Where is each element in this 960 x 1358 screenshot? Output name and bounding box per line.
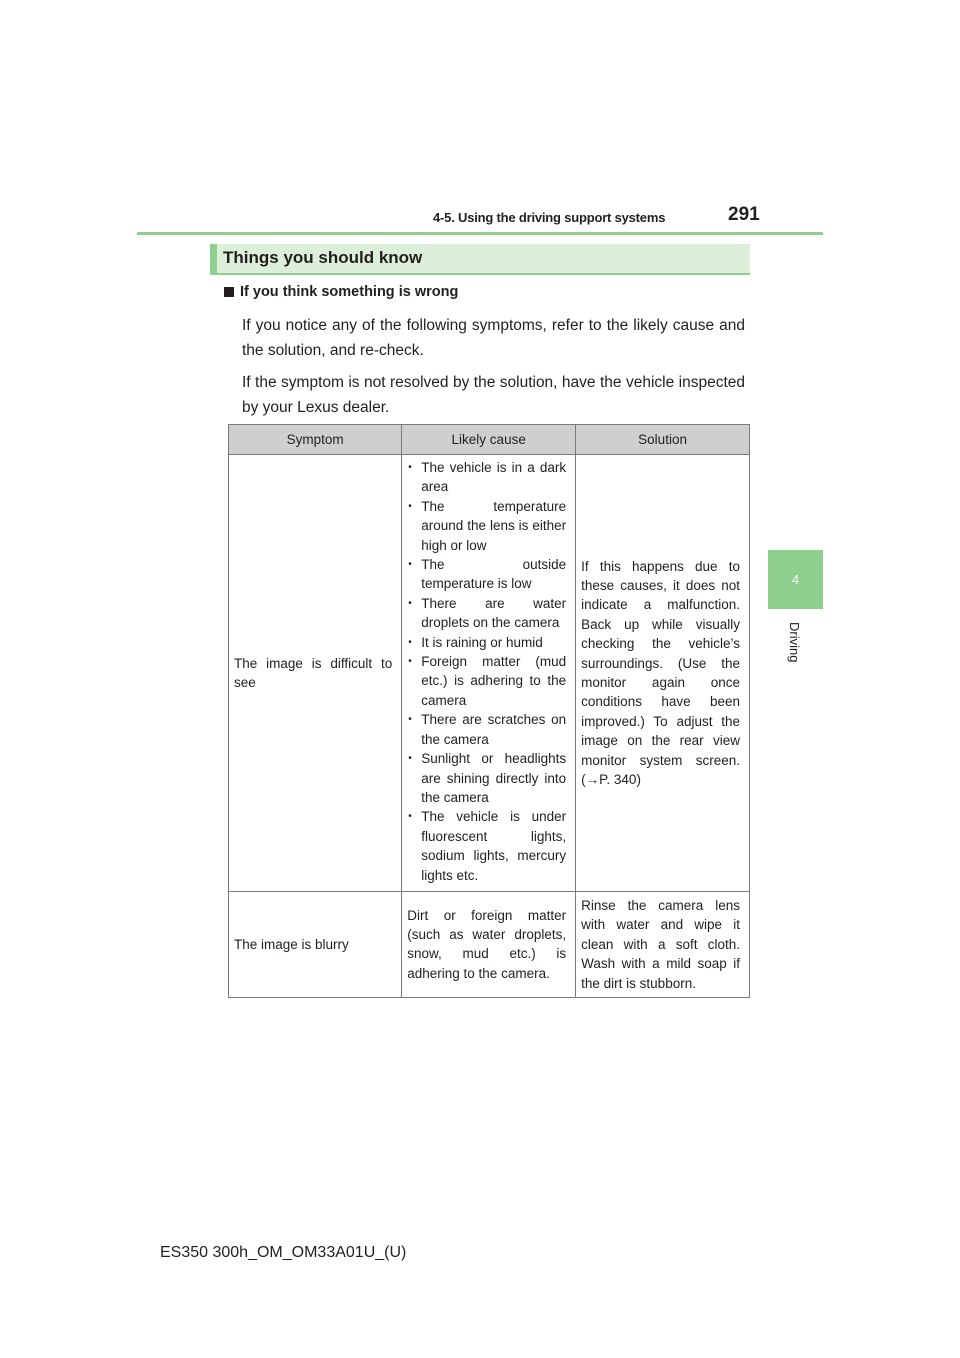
- header-symptom: Symptom: [229, 425, 402, 455]
- cause-item: • It is raining or humid: [407, 633, 566, 652]
- cause-item: • The temperature around the lens is either high or low: [407, 497, 566, 555]
- symptom-cell: The image is blurry: [229, 891, 402, 997]
- subheading-text: If you think something is wrong: [240, 284, 459, 300]
- cause-item: • The outside temperature is low: [407, 555, 566, 594]
- subheading: [224, 284, 458, 300]
- table-row: [229, 891, 750, 997]
- chapter-number: 4: [791, 572, 800, 587]
- cause-cell: [402, 455, 576, 892]
- cause-item: • Foreign matter (mud etc.) is adhering to the camera: [407, 652, 566, 710]
- header-section-title: 4-5. Using the driving support systems: [433, 210, 666, 225]
- cause-list: [407, 458, 566, 885]
- header-rule: [137, 232, 823, 235]
- table-row: [229, 455, 750, 892]
- table-header-row: [229, 425, 750, 455]
- troubleshooting-table: [228, 424, 750, 998]
- intro-paragraph: If you notice any of the following symptoms, refer to the likely cause and the solution, and re-check.: [242, 317, 745, 359]
- cause-item: • There are scratches on the camera: [407, 710, 566, 749]
- solution-cell: Rinse the camera lens with water and wipe it clean with a soft cloth. Wash with a mild soap if the dirt is stubborn.: [576, 891, 750, 997]
- cause-item: • The vehicle is in a dark area: [407, 458, 566, 497]
- section-header-box: [210, 244, 750, 275]
- dealer-paragraph: If the symptom is not resolved by the solution, have the vehicle inspected by your Lexus dealer.: [242, 374, 745, 416]
- cause-item: • The vehicle is under fluorescent lights, sodium lights, mercury lights etc.: [407, 807, 566, 885]
- cause-item: • Sunlight or headlights are shining directly into the camera: [407, 749, 566, 807]
- chapter-label: Driving: [787, 622, 802, 663]
- footer-document-id: ES350 300h_OM_OM33A01U_(U): [160, 1244, 407, 1261]
- chapter-tab: [768, 550, 823, 609]
- cause-cell: Dirt or foreign matter (such as water droplets, snow, mud etc.) is adhering to the camera.: [402, 891, 576, 997]
- header-likely-cause: Likely cause: [402, 425, 576, 455]
- section-title: Things you should know: [223, 248, 423, 267]
- square-bullet-icon: [224, 287, 234, 297]
- header-solution: Solution: [576, 425, 750, 455]
- page-number: 291: [728, 204, 760, 225]
- symptom-cell: The image is difficult to see: [229, 455, 402, 892]
- solution-cell: If this happens due to these causes, it does not indicate a malfunction. Back up while visually checking the vehicle’s surroundings. (Use the monitor again once conditions have been improved.) To adjust the image on the rear view monitor system screen. (→P. 340): [576, 455, 750, 892]
- section-accent: [210, 244, 217, 273]
- cause-item: • There are water droplets on the camera: [407, 594, 566, 633]
